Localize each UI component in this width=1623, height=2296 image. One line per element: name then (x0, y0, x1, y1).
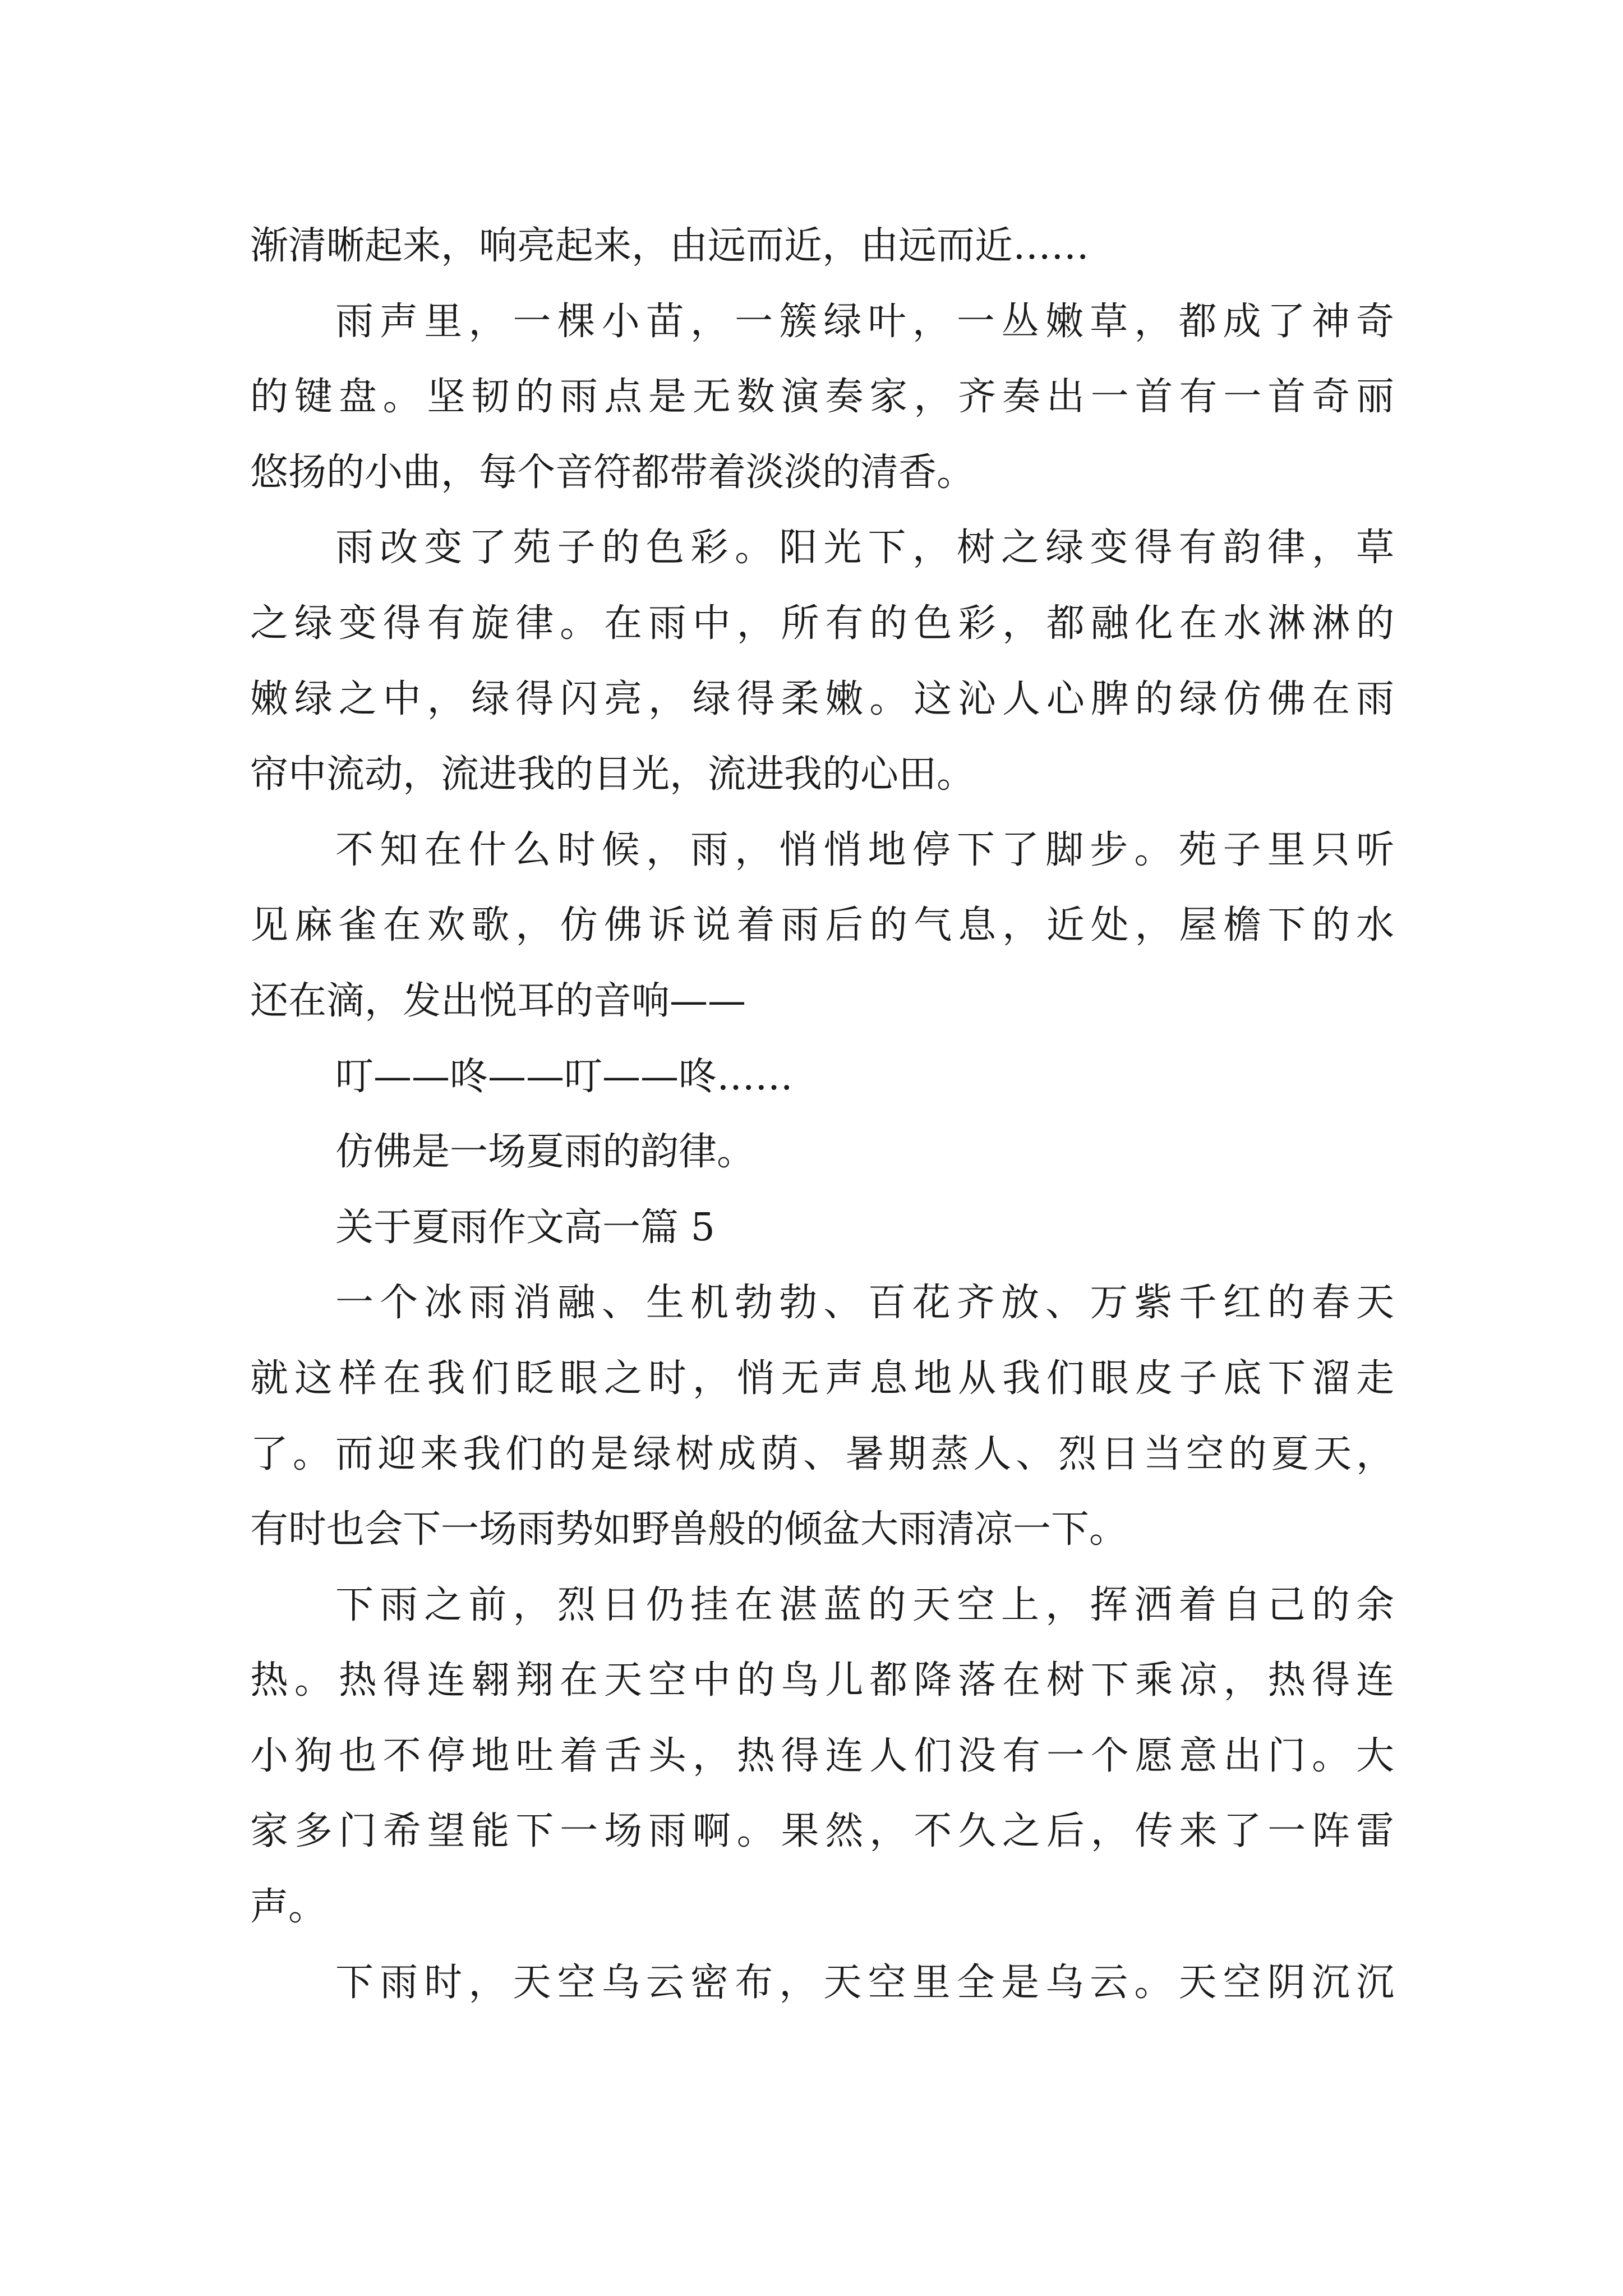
text-line: 见麻雀在欢歌，仿佛诉说着雨后的气息，近处，屋檐下的水 (250, 903, 1394, 948)
text-line: 仿佛是一场夏雨的韵律。 (335, 1130, 755, 1175)
text-line: 之绿变得有旋律。在雨中，所有的色彩，都融化在水淋淋的 (250, 601, 1394, 646)
text-line: 的键盘。坚韧的雨点是无数演奏家，齐奏出一首有一首奇丽 (250, 375, 1394, 420)
text-line: 下雨时，天空乌云密布，天空里全是乌云。天空阴沉沉 (335, 1960, 1394, 2005)
text-line: 家多门希望能下一场雨啊。果然，不久之后，传来了一阵雷 (250, 1809, 1394, 1854)
text-line: 雨声里，一棵小苗，一簇绿叶，一丛嫩草，都成了神奇 (335, 299, 1394, 344)
text-line: 就这样在我们眨眼之时，悄无声息地从我们眼皮子底下溜走 (250, 1356, 1394, 1401)
text-line: 嫩绿之中，绿得闪亮，绿得柔嫩。这沁人心脾的绿仿佛在雨 (250, 677, 1394, 721)
text-line: 一个冰雨消融、生机勃勃、百花齐放、万紫千红的春天 (335, 1281, 1394, 1326)
text-line: 帘中流动，流进我的目光，流进我的心田。 (250, 752, 975, 797)
text-line: 热。热得连翱翔在天空中的鸟儿都降落在树下乘凉，热得连 (250, 1658, 1394, 1703)
document-body (250, 209, 1394, 2021)
text-line: 悠扬的小曲，每个音符都带着淡淡的清香。 (250, 450, 975, 495)
text-line: 雨改变了苑子的色彩。阳光下，树之绿变得有韵律，草 (335, 526, 1394, 570)
text-line: 声。 (250, 1885, 327, 1930)
text-line: 小狗也不停地吐着舌头，热得连人们没有一个愿意出门。大 (250, 1733, 1394, 1778)
text-line: 还在滴，发出悦耳的音响—— (250, 978, 746, 1023)
section-heading: 关于夏雨作文高一篇 5 (335, 1205, 715, 1250)
text-line: 有时也会下一场雨势如野兽般的倾盆大雨清凉一下。 (250, 1507, 1128, 1552)
text-line: 叮——咚——叮——咚…… (335, 1054, 794, 1099)
text-line: 渐清晰起来，响亮起来，由远而近，由远而近…… (250, 224, 1090, 268)
text-line: 不知在什么时候，雨，悄悄地停下了脚步。苑子里只听 (335, 827, 1394, 872)
text-line: 下雨之前，烈日仍挂在湛蓝的天空上，挥洒着自己的余 (335, 1582, 1394, 1627)
text-line: 了。而迎来我们的是绿树成荫、暑期蒸人、烈日当空的夏天， (250, 1432, 1394, 1476)
